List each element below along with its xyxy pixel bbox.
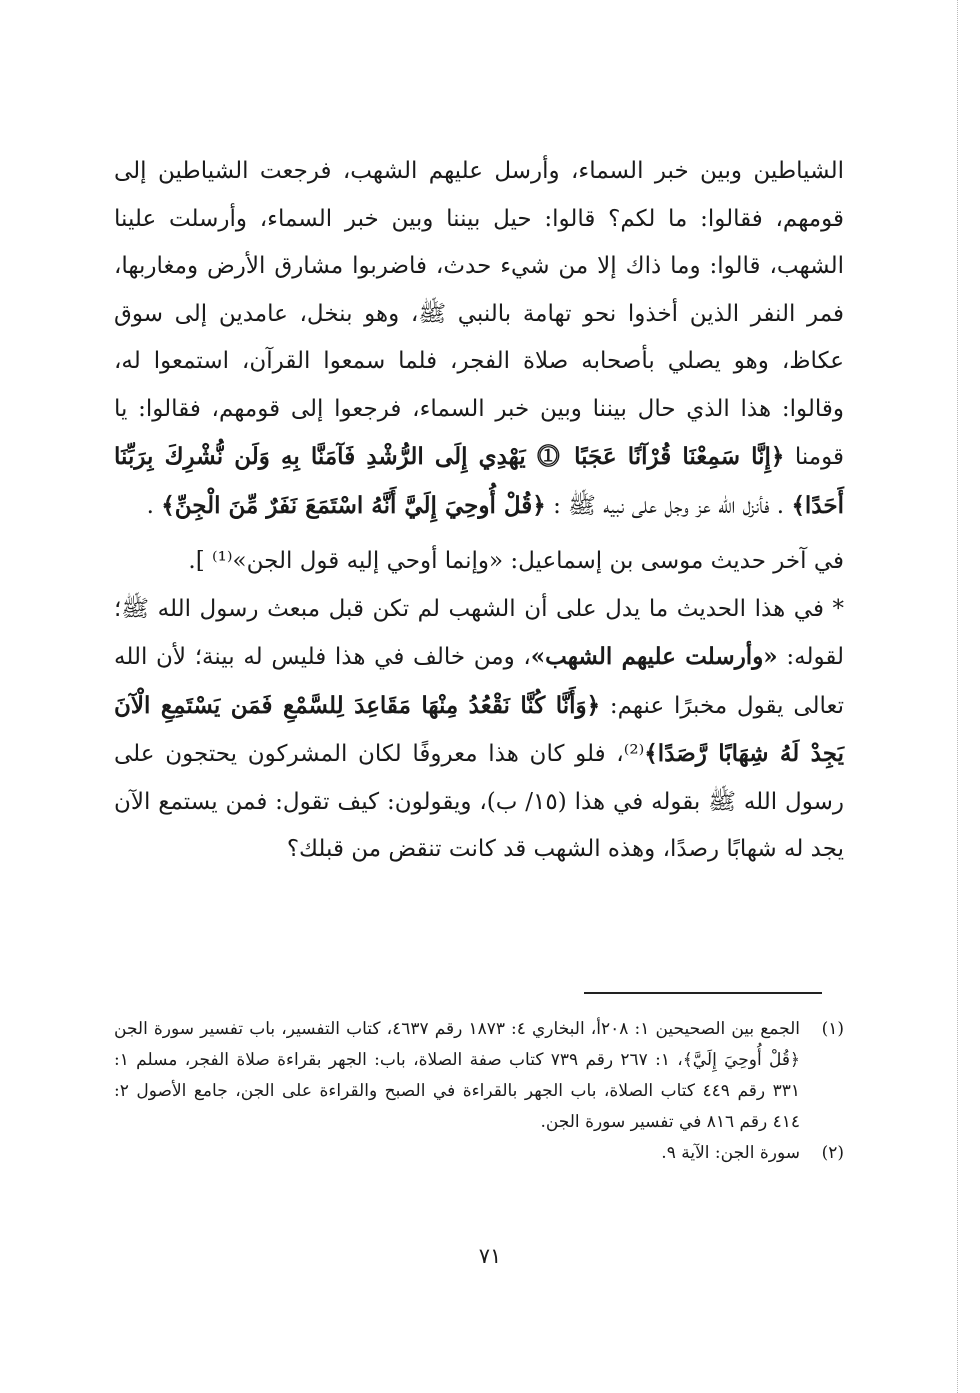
footnote-text: الجمع بين الصحيحين ١: ٢٠٨أ، البخاري ٤: ١٨٧٣ رقم ٤٦٣٧، كتاب التفسير، باب تفسير سورة الجن ﴿قُلْ أُوحِيَ إِلَيَّ﴾، ١: ٢٦٧ رقم ٧٣٩ كتاب صفة الصلاة، باب: الجهر بقراءة صلاة الفجر، مسلم ١: ٣٣١ رقم ٤٤٩ كتاب الصلاة، باب الجهر بالقراءة في الصبح والقراءة على الجن، جامع الأصول ٢: ٤١٤ رقم ٨١٦ في تفسير سورة الجن. (114, 1019, 800, 1132)
page-edge-line (956, 0, 958, 1393)
footnote-text: سورة الجن: الآية ٩. (661, 1143, 800, 1163)
commentary-text: * في هذا الحديث ما يدل على أن الشهب لم تكن قبل مبعث رسول الله ﷺ؛ لقوله: (114, 595, 844, 670)
footnote-number: (١) (821, 1019, 844, 1039)
quoted-phrase: «وأرسلت عليهم الشهب» (530, 643, 778, 670)
footnote-number: (٢) (821, 1143, 844, 1163)
hadith-text-end: . (146, 492, 154, 519)
paragraph-hadith (114, 148, 844, 530)
hadith-text-cont: . فأنزل الله عز وجل على نبيه ﷺ : (553, 492, 785, 519)
footnotes (114, 1014, 844, 1169)
commentary-text-cont: ، ومن خالف في هذا فليس له بينة؛ لأن الله تعالى يقول مخبرًا عنهم: (114, 644, 844, 719)
quran-verse-1: ﴿إِنَّا سَمِعْنَا قُرْآنًا عَجَبًا ⓵ يَهْدِي إِلَى الرُّشْدِ فَآمَنَّا بِهِ وَلَن نُّشْرِكَ بِرَبِّنَا أَحَدًا﴾ (114, 443, 844, 519)
hadith-text: الشياطين وبين خبر السماء، وأرسل عليهم الشهب، فرجعت الشياطين إلى قومهم، فقالوا: ما لكم؟ قالوا: حيل بيننا وبين خبر السماء، وأرسلت علينا الشهب، قالوا: وما ذاك إلا من شيء حدث، فاضربوا مشارق الأرض ومغاربها، فمر النفر الذين أخذوا نحو تهامة بالنبي ﷺ، وهو بنخل، عامدين إلى سوق عكاظ، وهو يصلي بأصحابه صلاة الفجر، فلما سمعوا القرآن، استمعوا له، وقالوا: هذا الذي حال بيننا وبين خبر السماء، فرجعوا إلى قومهم، فقالوا: يا قومنا (114, 158, 844, 470)
paragraph-commentary (114, 586, 844, 874)
footnote-separator (584, 992, 822, 994)
footnote-1 (114, 1014, 844, 1138)
paragraph-narration: في آخر حديث موسى بن إسماعيل: «وإنما أوحي إليه قول الجن»⁽¹⁾ ]. (188, 548, 844, 574)
footnote-2 (114, 1138, 844, 1169)
quran-verse-2: ﴿قُلْ أُوحِيَ إِلَيَّ أَنَّهُ اسْتَمَعَ نَفَرٌ مِّنَ الْجِنِّ﴾ (161, 491, 546, 519)
quran-verse-3: ﴿وَأَنَّا كُنَّا نَقْعُدُ مِنْهَا مَقَاعِدَ لِلسَّمْعِ فَمَن يَسْتَمِعِ الْآنَ يَجِدْ لَهُ شِهَابًا رَّصَدًا﴾ (114, 691, 844, 767)
commentary-text-end: ⁽²⁾، فلو كان هذا معروفًا لكان المشركون يحتجون على رسول الله ﷺ بقوله في هذا (١٥/ ب)، ويقولون: كيف تقول: فمن يستمع الآن يجد له شهابًا رصدًا، وهذه الشهب قد كانت تنقض من قبلك؟ (114, 741, 845, 862)
main-text (114, 148, 844, 874)
page-number: ٧١ (478, 1244, 502, 1268)
